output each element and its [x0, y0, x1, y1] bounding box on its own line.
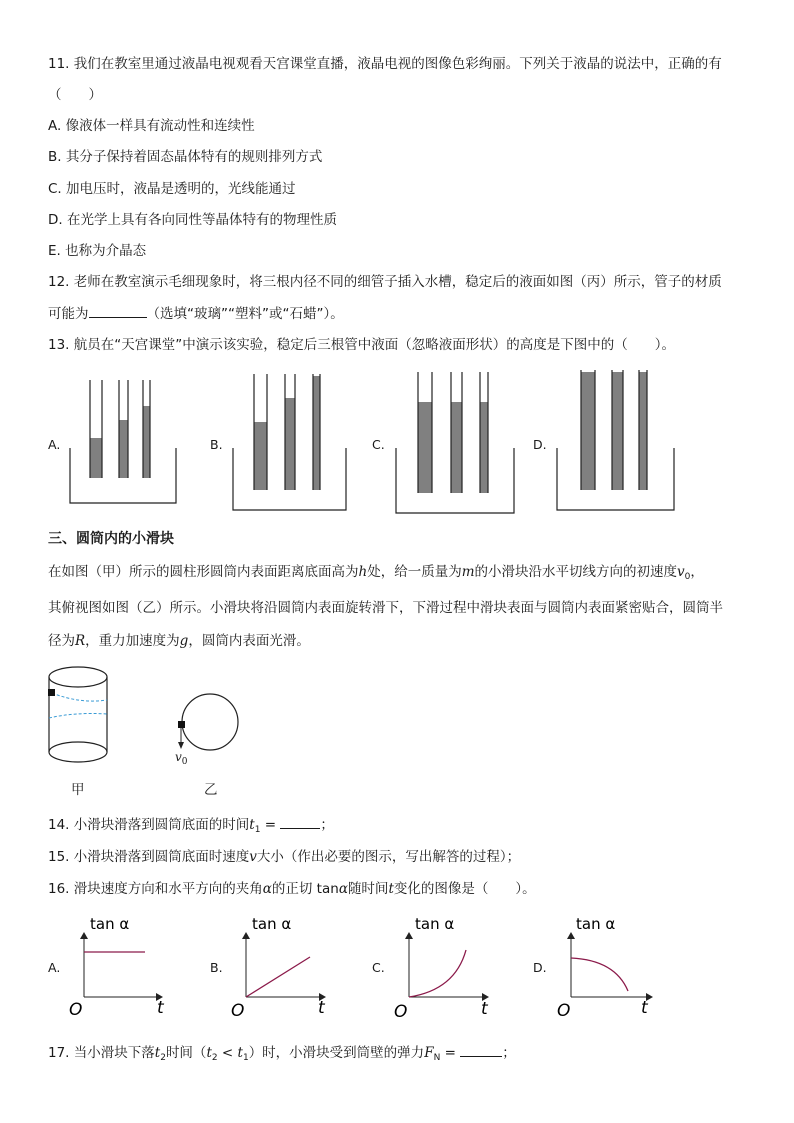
graph-d-ylabel: tan α	[576, 915, 616, 933]
figure-yi-v0-label: $v_0$	[175, 750, 188, 767]
q16-label-b: B.	[210, 960, 223, 975]
graph-b-xlabel: t	[318, 998, 325, 1018]
q14-stem: 14. 小滑块滑落到圆筒底面的时间$t_1$ = ；	[48, 817, 334, 835]
q16-label-d: D.	[533, 960, 547, 975]
cylinder-figures	[40, 660, 260, 770]
q12-stem: 12. 老师在教室演示毛细现象时，将三根内径不同的细管子插入水槽，稳定后的液面如图（丙）所示，管子的材质	[48, 274, 722, 290]
q13-figure-c[interactable]	[396, 372, 514, 513]
q13-label-c: C.	[372, 437, 385, 452]
water-c-1	[418, 402, 432, 493]
q13-figure-d[interactable]	[557, 370, 674, 510]
q12-post: （选填“玻璃”“塑料”或“石蜡”）。	[146, 306, 344, 322]
graph-a-xlabel: t	[157, 998, 164, 1018]
section-3-para-1: 在如图（甲）所示的圆柱形圆筒内表面距离底面高为h处，给一质量为m的小滑块沿水平切线方向的初速度$v_0$，	[48, 564, 704, 582]
water-b-2	[285, 398, 295, 490]
graph-c-xlabel: t	[481, 999, 488, 1019]
q11-option-d: D. 在光学上具有各向同性等晶体特有的物理性质	[48, 212, 337, 228]
graph-b-origin: O	[231, 1001, 245, 1021]
graph-a-ylabel: tan α	[90, 915, 130, 933]
q16-graph-b[interactable]	[231, 915, 326, 1021]
water-b-3	[313, 376, 320, 490]
q11-option-a: A. 像液体一样具有流动性和连续性	[48, 118, 255, 134]
graph-b-ylabel: tan α	[252, 915, 292, 933]
q13-figure-a[interactable]	[70, 380, 176, 503]
q16-graph-d[interactable]	[557, 915, 652, 1021]
q11-option-b: B. 其分子保持着固态晶体特有的规则排列方式	[48, 149, 323, 165]
q16-graph-a[interactable]	[69, 915, 165, 1020]
q12-pre: 可能为	[48, 306, 89, 322]
water-d-1	[581, 372, 595, 490]
q16-label-c: C.	[372, 960, 385, 975]
water-d-3	[639, 372, 647, 490]
curve-d	[571, 958, 628, 991]
q16-graphs	[0, 905, 794, 1025]
curve-b	[246, 957, 310, 997]
figure-jia-cylinder[interactable]	[48, 667, 107, 762]
q13-label-d: D.	[533, 437, 547, 452]
section-3-para-2: 其俯视图如图（乙）所示。小滑块将沿圆筒内表面旋转滑下，下滑过程中滑块表面与圆筒内表面紧密贴合，圆筒半	[48, 600, 723, 616]
q11-paren: （ ）	[48, 87, 102, 103]
graph-d-xlabel: t	[641, 998, 648, 1018]
slider-block-yi	[178, 721, 185, 728]
q16-label-a: A.	[48, 960, 61, 975]
q12-blank[interactable]	[89, 304, 147, 318]
q13-label-b: B.	[210, 437, 223, 452]
graph-c-origin: O	[394, 1002, 408, 1022]
q16-graph-c[interactable]	[394, 915, 489, 1022]
q13-figure-b[interactable]	[233, 374, 346, 510]
q13-label-a: A.	[48, 437, 61, 452]
q14-blank[interactable]	[280, 815, 320, 829]
q17-blank[interactable]	[460, 1043, 502, 1057]
section-3-title: 三、圆筒内的小滑块	[48, 531, 174, 547]
graph-c-ylabel: tan α	[415, 915, 455, 933]
q11-option-e: E. 也称为介晶态	[48, 243, 147, 259]
graph-a-origin: O	[69, 1000, 83, 1020]
q13-figures	[0, 360, 794, 520]
graph-d-origin: O	[557, 1001, 571, 1021]
q16-stem: 16. 滑块速度方向和水平方向的夹角α的正切 tanα随时间t变化的图像是（ ）。	[48, 881, 536, 897]
q12-answer-line	[48, 304, 344, 323]
figure-yi-topview[interactable]	[178, 694, 238, 750]
figure-yi-caption: 乙	[204, 782, 218, 798]
slider-block-jia	[48, 689, 55, 696]
q11-stem: 11. 我们在教室里通过液晶电视观看天宫课堂直播，液晶电视的图像色彩绚丽。下列关于液晶的说法中，正确的有	[48, 56, 722, 72]
water-d-2	[612, 372, 623, 490]
curve-c	[409, 950, 466, 997]
water-b-1	[254, 422, 267, 490]
water-a-2	[119, 420, 128, 478]
q11-option-c: C. 加电压时，液晶是透明的，光线能通过	[48, 181, 296, 197]
water-a-3	[143, 406, 150, 478]
q17-stem: 17. 当小滑块下落$t_2$时间$(t_2 < t_1)$时，小滑块受到筒壁的弹力$F_N$ = ；	[48, 1045, 516, 1063]
water-c-3	[480, 402, 488, 493]
water-c-2	[451, 402, 462, 493]
water-a-1	[90, 438, 102, 478]
figure-jia-caption: 甲	[71, 782, 85, 798]
q15-stem: 15. 小滑块滑落到圆筒底面时速度v大小（作出必要的图示，写出解答的过程）；	[48, 849, 521, 865]
q13-stem: 13. 航员在“天宫课堂”中演示该实验，稳定后三根管中液面（忽略液面形状）的高度是下图中的（ ）。	[48, 337, 675, 353]
section-3-para-3: 径为R，重力加速度为g，圆筒内表面光滑。	[48, 633, 310, 649]
